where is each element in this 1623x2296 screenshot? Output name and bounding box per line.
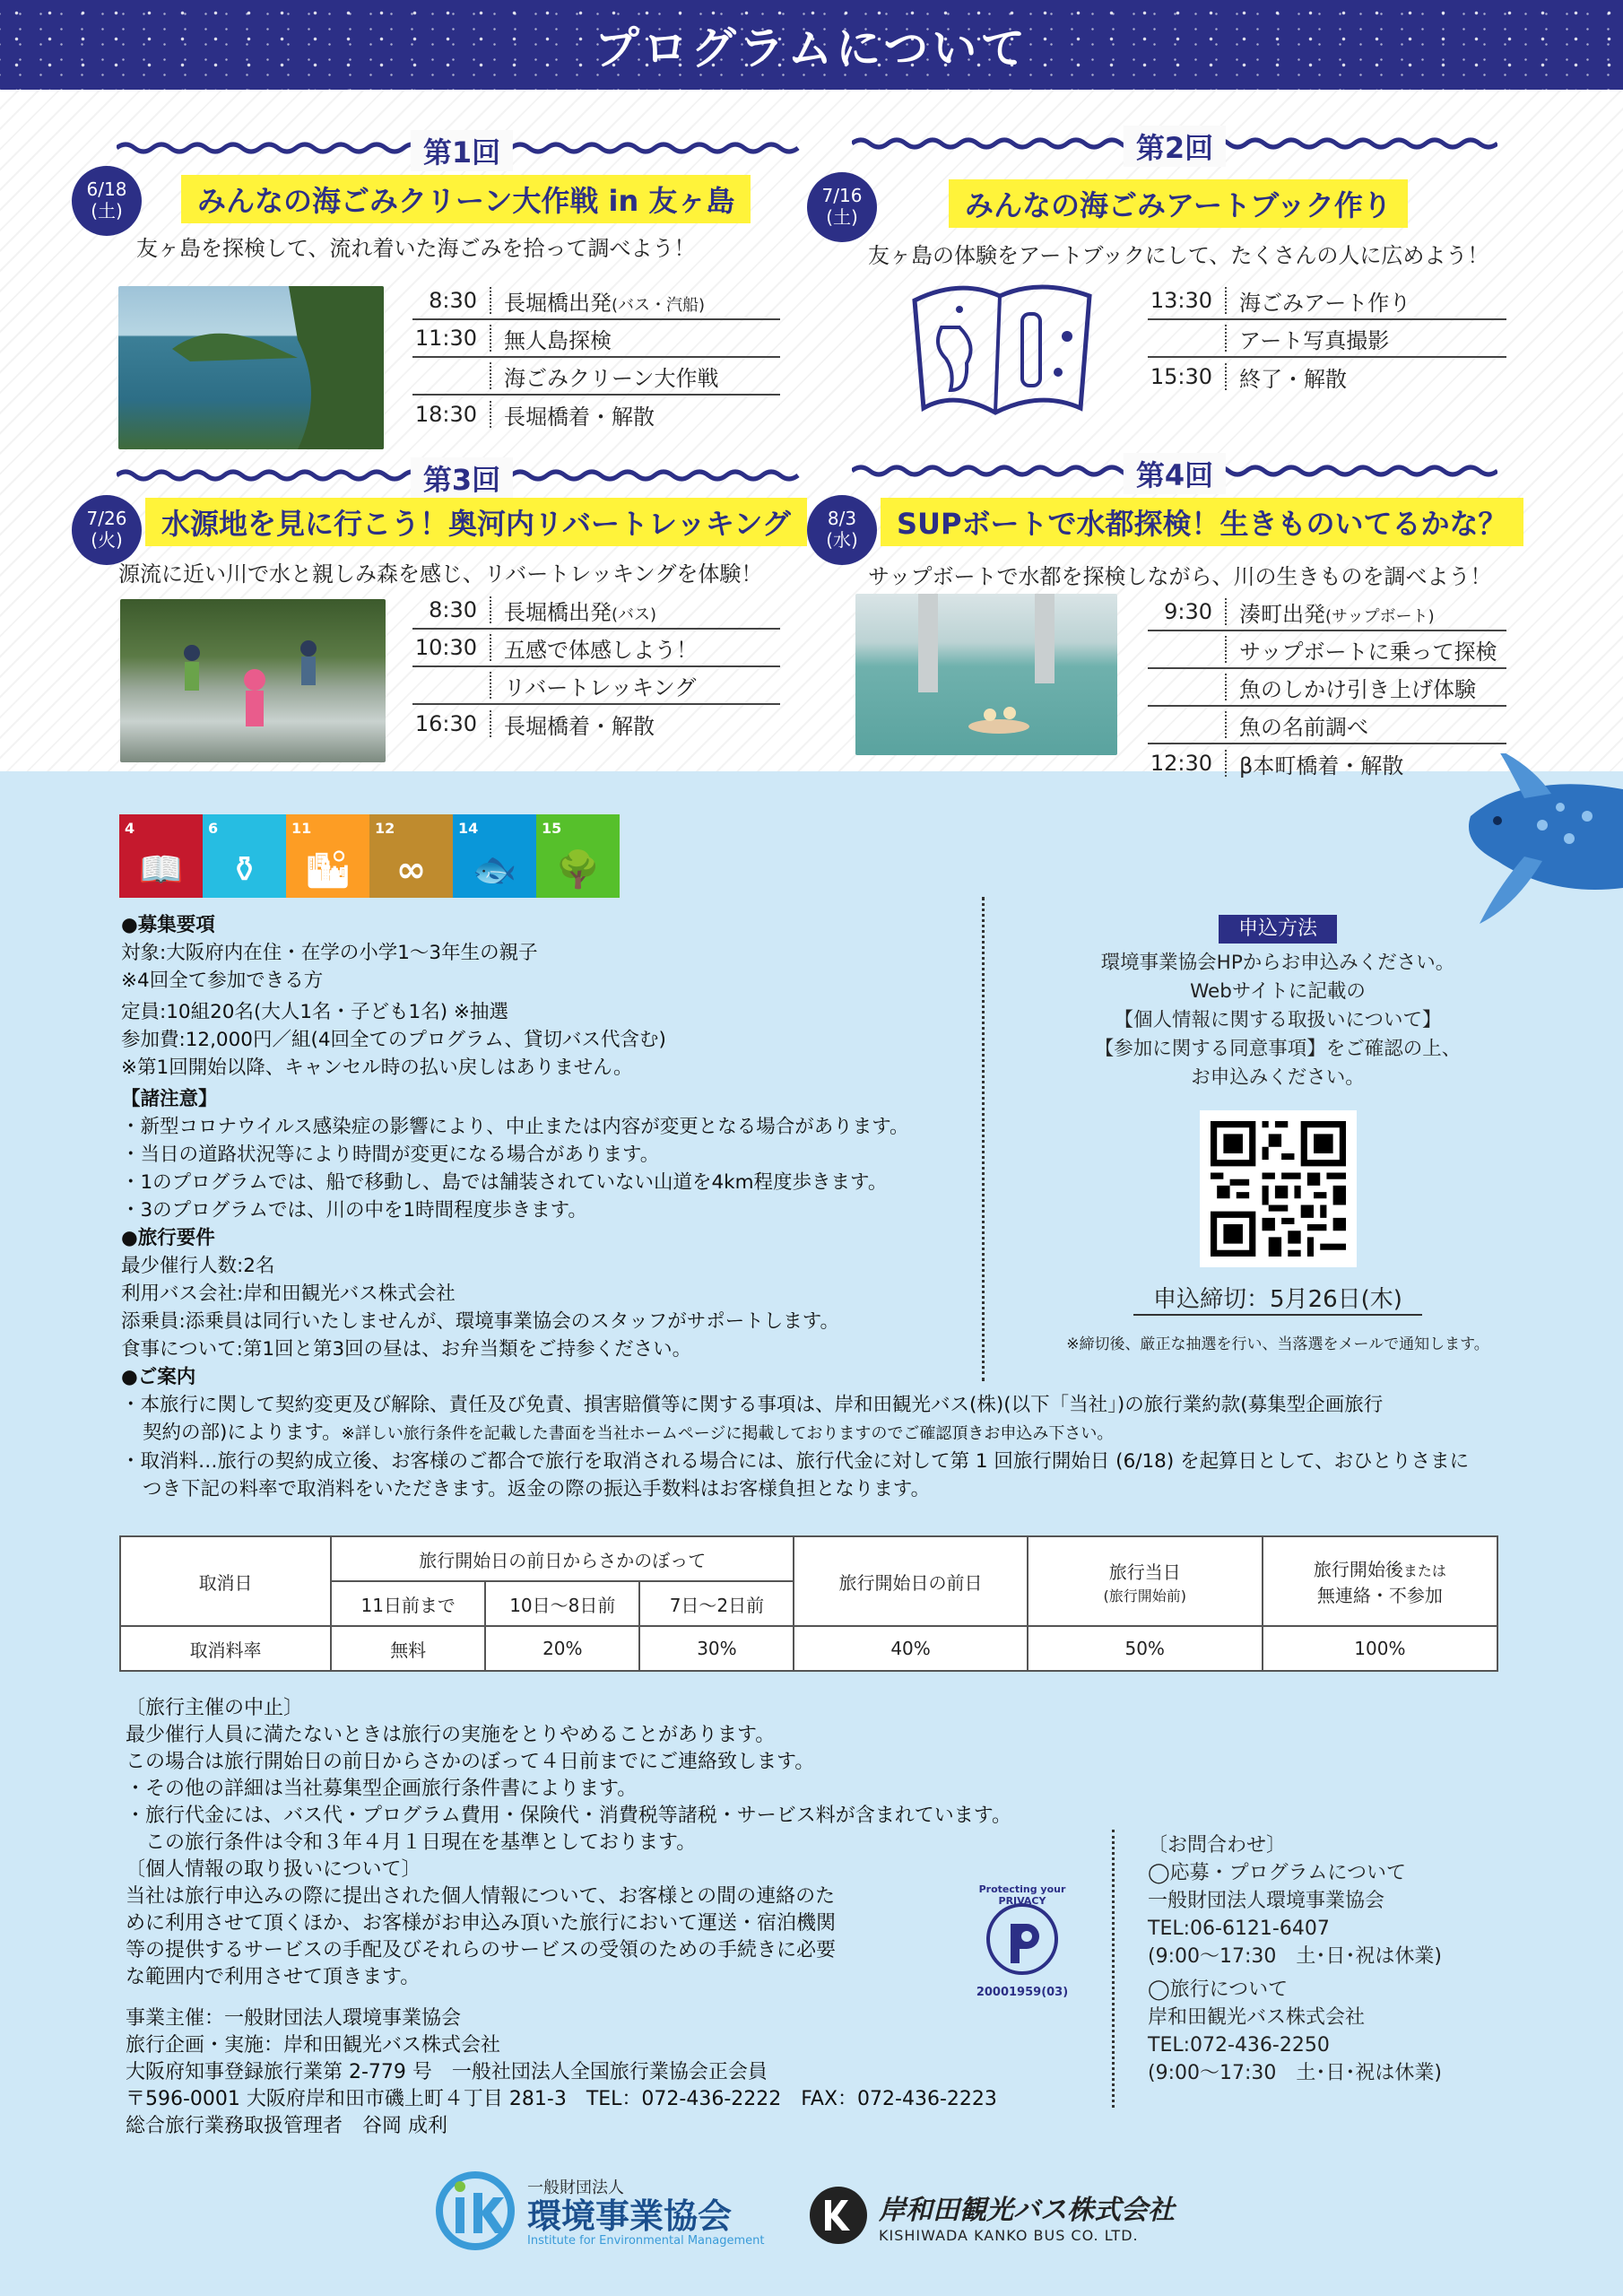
program-subtitle: 友ヶ島を探検して、流れ着いた海ごみを拾って調べよう！ [136,236,696,261]
schedule-time [1148,636,1227,663]
notes-line: ・3のプログラムでは、川の中を1時間程度歩きます。 [121,1199,587,1222]
organizer-line: 総合旅行業務取扱管理者 谷岡 成利 [126,2115,447,2137]
org-logo [430,2170,764,2251]
stop-line: ・旅行代金には、バス代・プログラム費用・保険代・消費税等諸税・サービス料が含まれています。 [126,1805,1012,1827]
qr-code-icon[interactable] [1200,1110,1357,1267]
island-photo [118,286,384,449]
table-header-note: (旅行開始前) [1103,1587,1186,1605]
cancellation-terms [126,1695,1011,2140]
schedule-time: 13:30 [1148,287,1227,314]
schedule-desc: 魚のしかけ引き上げ体験 [1239,676,1476,702]
apply-line: 環境事業協会HPからお申込みください。 [1100,952,1455,974]
recruit-line: ※第1回開始以降、キャンセル時の払い戻しはありません。 [121,1057,633,1079]
program-number: 第1回 [411,130,513,171]
travel-line: 最少催行人数:2名 [121,1255,275,1277]
date-text: 7/16 [821,185,863,206]
day-text: (土) [826,206,858,228]
schedule-row [412,320,780,358]
schedule-row [1148,707,1506,744]
schedule-row [412,358,780,396]
date-badge [807,495,877,565]
schedule-time: 15:30 [1148,363,1227,390]
apply-line: お申込みください。 [1191,1066,1365,1089]
page-title: プログラムについて [594,22,1029,74]
date-text: 7/26 [86,508,127,529]
guide-heading: ●ご案内 [121,1366,196,1388]
table-header: 7日～2日前 [639,1581,794,1626]
bus-logo [807,2184,1175,2247]
travel-line: 利用バス会社:岸和田観光バス株式会社 [121,1283,456,1305]
table-header-note: または [1402,1562,1446,1579]
org-logo-small: 一般財団法人 [527,2178,624,2197]
privacy-line: 当社は旅行申込みの際に提出された個人情報について、お客様との間の連絡のた [126,1885,836,1908]
guide-note: ※詳しい旅行条件を記載した書面を当社ホームページに掲載しておりますのでご確認頂きお申込み下さい。 [341,1424,1114,1443]
guide-line: つき下記の料率で取消料をいただきます。返金の際の振込手数料はお客様負担となります。 [143,1478,931,1500]
table-cell: 取消料率 [120,1626,331,1671]
contact-heading: 〔お問合わせ〕 [1148,1834,1287,1857]
guide-line [121,1419,1469,1448]
schedule-desc: サップボートに乗って探検 [1239,639,1497,665]
table-cell: 40% [794,1626,1027,1671]
schedule-row [412,592,780,630]
table-cell: 無料 [331,1626,485,1671]
privacy-mark-number: 20001959(03) [976,1986,1069,1999]
contact-line: (9:00～17:30 土･日･祝は休業) [1148,1945,1442,1968]
schedule-3 [412,592,780,743]
trekking-icon [120,599,386,762]
program-title: SUPボートで水都探検！生きものいてるかな？ [881,498,1523,546]
contact-line: ◯旅行について [1148,1979,1289,2001]
program-heading [852,126,1542,165]
bridge-icon [855,594,1117,755]
privacy-line: 等の提供するサービスの手配及びそれらのサービスの受領のための手続きに必要 [126,1939,837,1961]
program-subtitle: サップボートで水都を探検しながら、川の生きものを調べよう！ [868,564,1492,589]
travel-heading: ●旅行要件 [121,1227,215,1249]
day-text: (火) [91,529,123,551]
privacy-line: な範囲内で利用させて頂きます。 [126,1966,421,1988]
table-header-text: 無連絡・不参加 [1316,1585,1443,1606]
bus-logo-name: 岸和田観光バス株式会社 [879,2194,1175,2226]
sdgs-icons [119,814,620,898]
recruit-heading: ●募集要項 [121,914,215,936]
table-header-text: 旅行当日 [1108,1561,1181,1583]
stop-line: 最少催行人員に満たないときは旅行の実施をとりやめることがあります。 [126,1724,776,1746]
organizer-line: 旅行企画・実施：岸和田観光バス株式会社 [126,2034,501,2057]
org-logo-en: Institute for Environmental Management [527,2233,765,2248]
privacy-heading: 〔個人情報の取り扱いについて〕 [126,1858,421,1881]
sdg-6-icon: 6 ⚱ [203,814,286,898]
date-badge [72,495,142,565]
schedule-row [1148,594,1506,631]
privacy-mark-text: Protecting your PRIVACY [978,1883,1066,1907]
divider-dotted [982,897,985,1381]
program-heading [117,457,807,497]
contact-line: 岸和田観光バス株式会社 [1148,2006,1366,2029]
schedule-desc: 海ごみアート作り [1239,290,1411,316]
schedule-desc: 無人島探検 [504,327,612,353]
schedule-time [1148,325,1227,352]
table-header: 旅行開始日の前日からさかのぼって [331,1536,794,1581]
travel-line: 食事について:第1回と第3回の昼は、お弁当類をご持参ください。 [121,1338,692,1361]
table-header: 10日～8日前 [485,1581,639,1626]
program-4 [826,453,1542,785]
schedule-desc: 長堀橋着・解散 [504,713,655,739]
date-text: 6/18 [86,178,127,200]
program-title: 水源地を見に行こう！奥河内リバートレッキング [145,498,807,546]
apply-panel [1031,915,1524,1359]
schedule-desc-text: 長堀橋出発 [504,290,612,316]
schedule-row [1148,283,1506,320]
privacy-mark-icon [964,1883,1081,2000]
travel-line: 添乗員:添乗員は同行いたしませんが、環境事業協会のスタッフがサポートします。 [121,1310,840,1333]
contact-line: ◯応募・プログラムについて [1148,1862,1406,1884]
schedule-row [412,283,780,320]
cancellation-table [119,1535,1498,1672]
contact-info [1148,1831,1442,2087]
schedule-desc: 海ごみクリーン大作戦 [504,365,719,391]
schedule-row [1148,669,1506,707]
contact-line: TEL:072-436-2250 [1148,2034,1330,2057]
schedule-time [1148,674,1227,700]
deadline-text: 申込締切：5月26日(木) [1133,1285,1422,1316]
schedule-desc: 終了・解散 [1239,366,1347,392]
stop-line: ・その他の詳細は当社募集型企画旅行条件書によります。 [126,1778,638,1800]
schedule-time: 11:30 [412,325,491,352]
schedule-time [1148,711,1227,738]
table-cell: 30% [639,1626,794,1671]
schedule-time: 8:30 [412,596,491,623]
program-number: 第2回 [1124,126,1226,167]
day-text: (土) [91,200,123,222]
sdg-12-icon: 12 ∞ [369,814,453,898]
organizer-line: 大阪府知事登録旅行業第 2-779 号 一般社団法人全国旅行業協会正会員 [126,2061,768,2083]
guide-line: ・取消料…旅行の契約成立後、お客様のご都合で旅行を取消される場合には、旅行代金に対して第 1 回旅行開始日 (6/18) を起算日として、おひとりさまに [121,1450,1470,1473]
schedule-desc: アート写真撮影 [1239,327,1390,353]
sdg-4-icon: 4 📖 [119,814,203,898]
recruit-line: ※4回全て参加できる方 [121,970,324,992]
schedule-desc [491,595,656,626]
sdg-15-icon: 15 🌳 [536,814,620,898]
date-text: 8/3 [827,508,857,529]
date-badge [807,172,877,242]
program-number: 第4回 [1124,453,1226,494]
program-heading [117,130,807,170]
program-1 [86,130,807,453]
schedule-desc-text: 湊町出発 [1239,601,1325,627]
table-header: 11日前まで [331,1581,485,1626]
notes-line: ・新型コロナウイルス感染症の影響により、中止または内容が変更となる場合があります。 [121,1116,909,1138]
program-title: みんなの海ごみクリーン大作戦 in 友ヶ島 [181,175,751,223]
program-2 [821,126,1542,448]
organizer-line: 事業主催：一般財団法人環境事業協会 [126,2007,462,2030]
schedule-row [412,396,780,433]
schedule-time: 9:30 [1148,598,1227,625]
sup-photo [855,594,1117,755]
schedule-desc: 五感で体感しよう！ [504,637,698,663]
schedule-desc: β本町橋着・解散 [1239,752,1404,778]
program-number: 第3回 [411,457,513,499]
table-header: 旅行開始日の前日 [794,1536,1027,1626]
schedule-row [412,667,780,705]
schedule-time: 16:30 [412,710,491,737]
organizer-line: 〒596-0001 大阪府岸和田市磯上町４丁目 281-3 TEL：072-436-2222 FAX：072-436-2223 [126,2088,997,2110]
divider-dotted [1112,1830,1115,2108]
schedule-row [1148,358,1506,396]
schedule-desc [1227,596,1435,628]
island-icon [118,286,384,449]
table-row [120,1626,1497,1671]
stop-heading: 〔旅行主催の中止〕 [126,1697,304,1719]
program-heading [852,453,1542,492]
sdg-11-icon: 11 🏙 [286,814,369,898]
recruit-line: 対象:大阪府内在住・在学の小学1～3年生の親子 [121,942,538,964]
sdg-14-icon: 14 🐟 [453,814,536,898]
notes-line: ・1のプログラムでは、船で移動し、島では舗装されていない山道を4km程度歩きます。 [121,1171,888,1194]
schedule-row [1148,320,1506,358]
stop-line: この旅行条件は令和３年４月１日現在を基準としております。 [126,1831,697,1854]
program-3 [86,457,807,771]
date-badge [72,166,142,236]
schedule-row [412,630,780,667]
schedule-row [412,705,780,743]
notes-line: ・当日の道路状況等により時間が変更になる場合があります。 [121,1144,660,1166]
apply-line: 【個人情報に関する取扱いについて】 [1114,1009,1442,1031]
lottery-note: ※締切後、厳正な抽選を行い、当落選をメールで通知します。 [1066,1335,1489,1353]
day-text: (水) [826,529,858,551]
schedule-time [412,672,491,699]
privacy-line: めに利用させて頂くほか、お客様がお申込み頂いた旅行において運送・宿泊機関 [126,1912,837,1935]
table-cell: 20% [485,1626,639,1671]
schedule-desc: 長堀橋着・解散 [504,404,655,430]
org-logo-icon [430,2170,520,2251]
notes-heading: 【諸注意】 [121,1088,218,1110]
schedule-desc-text: 長堀橋出発 [504,599,612,625]
program-subtitle: 源流に近い川で水と親しみ森を感じ、リバートレッキングを体験！ [118,561,763,587]
bus-logo-en: KISHIWADA KANKO BUS CO. LTD. [879,2226,1139,2244]
table-header [1263,1536,1497,1626]
apply-badge: 申込方法 [1219,915,1337,944]
guide-line: ・本旅行に関して契約変更及び解除、責任及び免責、損害賠償等に関する事項は、岸和田観光バス(株)(以下「当社」)の旅行業約款(募集型企画旅行 [121,1394,1384,1416]
river-photo [120,599,386,762]
stop-line: この場合は旅行開始日の前日からさかのぼって４日前までにご連絡致します。 [126,1751,815,1773]
table-header-text: 旅行開始後 [1313,1559,1403,1580]
schedule-row [1148,631,1506,669]
header-banner [0,0,1623,90]
schedule-time: 10:30 [412,634,491,661]
program-subtitle: 友ヶ島の体験をアートブックにして、たくさんの人に広めよう！ [868,243,1489,268]
schedule-time [412,362,491,389]
table-cell: 50% [1028,1626,1263,1671]
recruit-line: 定員:10組20名(大人1名・子ども1名) ※抽選 [121,1001,508,1023]
org-logo-name: 環境事業協会 [527,2196,733,2236]
program-title: みんなの海ごみアートブック作り [949,179,1408,228]
schedule-time: 12:30 [1148,750,1227,777]
schedule-note: (バス・汽船) [612,295,706,315]
table-header [1028,1536,1263,1626]
schedule-1 [412,283,780,433]
schedule-desc: リバートレッキング [504,674,697,700]
schedule-desc [491,285,705,317]
contact-line: (9:00～17:30 土･日･祝は休業) [1148,2062,1442,2084]
schedule-note: (バス) [612,604,657,624]
guide-text: 契約の部)によります。 [143,1422,342,1444]
table-header: 取消日 [120,1536,331,1626]
fish-illustration [1444,753,1623,933]
artbook-illustration [906,274,1103,426]
recruit-line: 参加費:12,000円／組(4回全てのプログラム、貸切バス代含む) [121,1029,666,1051]
contact-line: TEL:06-6121-6407 [1148,1918,1330,1940]
table-cell: 100% [1263,1626,1497,1671]
contact-line: 一般財団法人環境事業協会 [1148,1890,1385,1912]
schedule-note: (サップボート) [1325,606,1435,626]
schedule-desc: 魚の名前調べ [1239,714,1368,740]
apply-line: Webサイトに記載の [1190,980,1366,1003]
schedule-time: 8:30 [412,287,491,314]
bus-logo-icon [807,2184,870,2247]
schedule-time: 18:30 [412,401,491,428]
schedule-2 [1148,283,1506,396]
apply-line: 【参加に関する同意事項】をご確認の上、 [1094,1038,1462,1060]
